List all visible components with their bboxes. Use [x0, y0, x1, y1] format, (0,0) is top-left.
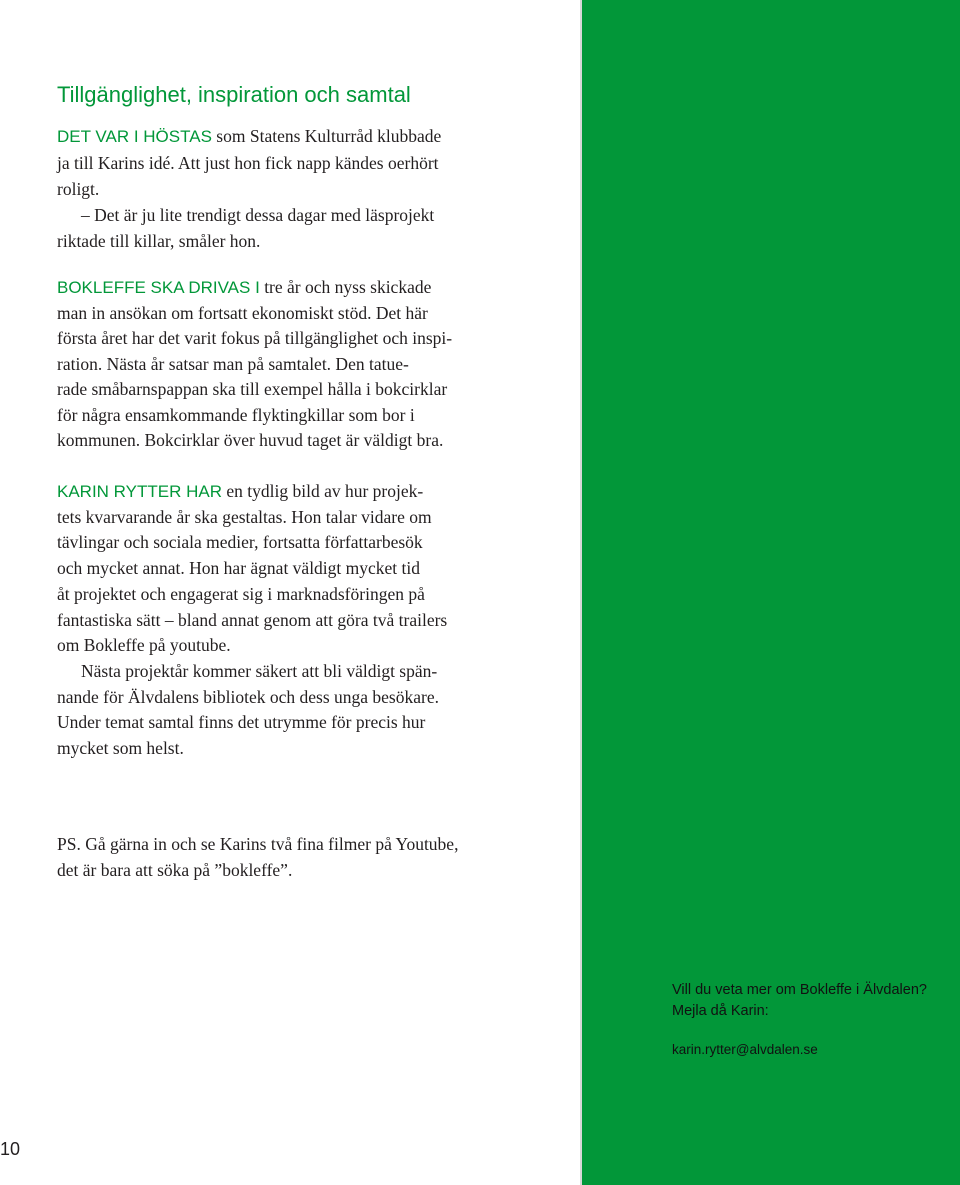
ps-note: [57, 832, 458, 883]
article-heading: Tillgänglighet, inspiration och samtal: [57, 82, 411, 107]
paragraph-line: [57, 202, 441, 228]
paragraph-line: och mycket annat. Hon har ägnat väldigt mycket tid: [57, 558, 421, 579]
paragraph-line: man in ansökan om fortsatt ekonomiskt stöd. Det här: [57, 302, 428, 323]
paragraph-line: [57, 659, 447, 685]
paragraph-line: Under temat samtal finns det utrymme för precis hur: [57, 712, 426, 733]
line-text: tre år och nyss skickade: [259, 277, 432, 297]
line-text: en tydlig bild av hur projek-: [222, 481, 424, 501]
contact-question: [672, 980, 927, 1022]
page-number: 10: [0, 1139, 21, 1159]
paragraph-line: ja till Karins idé. Att just hon fick napp kändes oerhört: [57, 153, 439, 173]
ps-line: det är bara att söka på ”bokleffe”.: [57, 859, 293, 880]
paragraph-line: riktade till killar, småler hon.: [57, 231, 261, 251]
paragraph-line: tävlingar och sociala medier, fortsatta författarbesök: [57, 532, 423, 553]
contact-email-link[interactable]: karin.rytter@alvdalen.se: [672, 1042, 818, 1057]
paragraph-line: ration. Nästa år satsar man på samtalet. Den tatue-: [57, 353, 409, 374]
ps-line: PS. Gå gärna in och se Karins två fina filmer på Youtube,: [57, 834, 459, 854]
paragraph-line: [57, 275, 452, 301]
article-paragraph: [57, 275, 452, 454]
paragraph-line: [57, 123, 441, 150]
paragraph-line: fantastiska sätt – bland annat genom att göra två trailers: [57, 609, 448, 630]
line-text: – Det är ju lite trendigt dessa dagar med läsprojekt: [81, 205, 435, 225]
article-paragraph: [57, 123, 441, 254]
paragraph-line: mycket som helst.: [57, 738, 184, 759]
paragraph-line: första året har det varit fokus på tillgänglighet och inspi-: [57, 328, 453, 348]
paragraph-lead-in: DET VAR I HÖSTAS: [57, 127, 212, 146]
paragraph-line: kommunen. Bokcirklar över huvud taget är väldigt bra.: [57, 430, 444, 450]
paragraph-line: rade småbarnspappan ska till exempel hålla i bokcirklar: [57, 379, 448, 399]
paragraph-line: roligt.: [57, 179, 100, 199]
paragraph-line: om Bokleffe på youtube.: [57, 635, 231, 656]
contact-line: Mejla då Karin:: [672, 1003, 769, 1019]
paragraph-line: [57, 479, 447, 505]
paragraph-line: tets kvarvarande år ska gestaltas. Hon talar vidare om: [57, 506, 432, 527]
article-paragraph: [57, 479, 447, 762]
line-text: Nästa projektår kommer säkert att bli väldigt spän-: [81, 660, 438, 681]
paragraph-lead-in: KARIN RYTTER HAR: [57, 482, 222, 501]
paragraph-line: nande för Älvdalens bibliotek och dess unga besökare.: [57, 686, 439, 707]
line-text: som Statens Kulturråd klubbade: [211, 126, 442, 146]
paragraph-lead-in: BOKLEFFE SKA DRIVAS I: [57, 278, 260, 297]
paragraph-line: för några ensamkommande flyktingkillar som bor i: [57, 404, 415, 425]
contact-line: Vill du veta mer om Bokleffe i Älvdalen?: [672, 982, 927, 998]
paragraph-line: åt projektet och engagerat sig i marknadsföringen på: [57, 583, 425, 604]
